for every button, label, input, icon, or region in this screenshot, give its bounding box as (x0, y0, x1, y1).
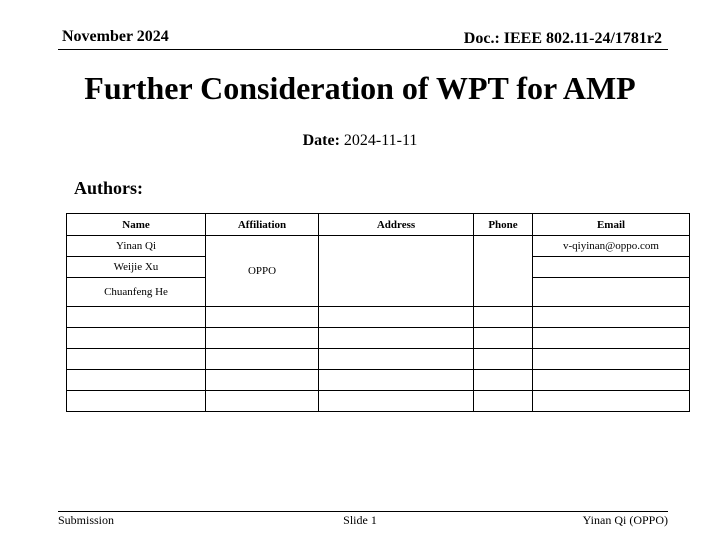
footer-divider (58, 511, 668, 512)
header-divider (58, 49, 668, 50)
author-phone (474, 236, 533, 307)
column-header-address: Address (319, 214, 474, 236)
footer-author: Yinan Qi (OPPO) (582, 513, 668, 527)
column-header-phone: Phone (474, 214, 533, 236)
author-name: Chuanfeng He (67, 278, 206, 307)
footer-slide-number: Slide 1 (343, 513, 377, 527)
header-doc-id: Doc.: IEEE 802.11-24/1781r2 (463, 30, 662, 47)
table-row (67, 307, 690, 328)
table-row (67, 370, 690, 391)
date-line (0, 132, 720, 150)
footer-submission: Submission (58, 513, 115, 527)
column-header-email: Email (533, 214, 690, 236)
slide-title: Further Consideration of WPT for AMP (84, 70, 636, 106)
author-affiliation: OPPO (206, 236, 319, 307)
authors-heading: Authors: (74, 178, 144, 198)
author-email (533, 278, 690, 307)
author-name: Weijie Xu (67, 257, 206, 278)
table-row (67, 236, 690, 257)
authors-table (66, 213, 690, 412)
date-label: Date: (302, 132, 340, 149)
author-email (533, 257, 690, 278)
author-address (319, 236, 474, 307)
author-name: Yinan Qi (67, 236, 206, 257)
date-value: 2024-11-11 (343, 132, 418, 149)
column-header-affiliation: Affiliation (206, 214, 319, 236)
table-row (67, 391, 690, 412)
author-email: v-qiyinan@oppo.com (533, 236, 690, 257)
table-header-row (67, 214, 690, 236)
header-date: November 2024 (62, 28, 169, 45)
column-header-name: Name (67, 214, 206, 236)
table-row (67, 349, 690, 370)
table-row (67, 328, 690, 349)
